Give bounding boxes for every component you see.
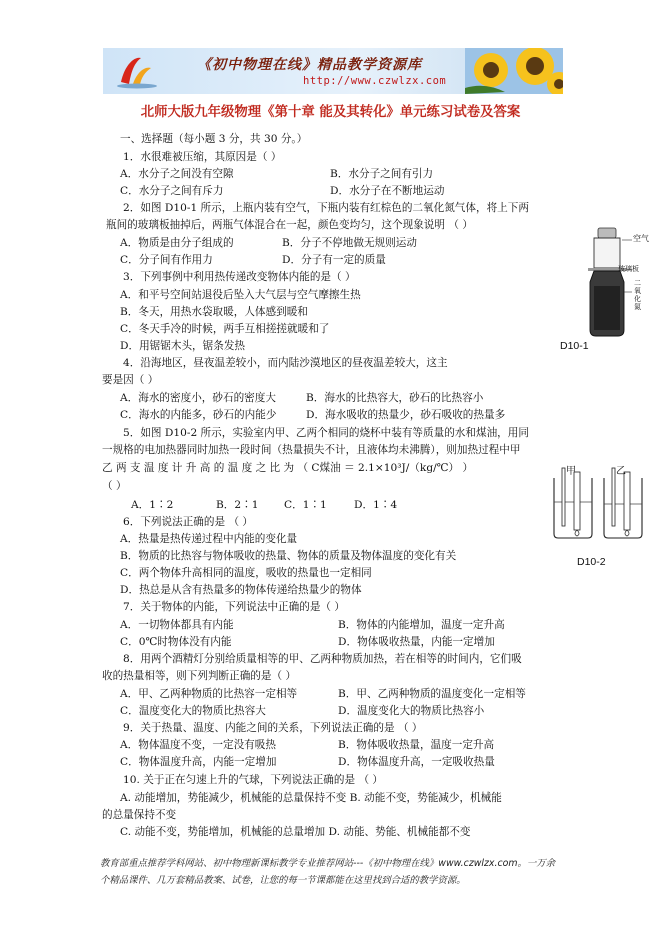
footer-line-1: 教育部重点推荐学科网站、初中物理新课标教学专业推荐网站---《初中物理在线》www.czwlzx.com。一万余 (100, 858, 555, 869)
figure-d10-2 (548, 464, 648, 540)
question-line: C．0℃时物体没有内能 (120, 636, 232, 648)
question-line: B．水分子之间有引力 (330, 168, 434, 180)
question-line: B．甲、乙两种物质的温度变化一定相等 (338, 688, 526, 700)
question-line: 4．沿海地区，昼夜温差较小，而内陆沙漠地区的昼夜温差较大，这主 (123, 357, 448, 369)
question-line: （ ） (102, 480, 127, 492)
question-line: C．温度变化大的物质比热容大 (120, 705, 266, 717)
question-line: D．水分子在不断地运动 (330, 185, 445, 197)
question-line: 要是因（ ） (102, 374, 159, 386)
question-line: B．物质的比热容与物体吸收的热量、物体的质量及物体温度的变化有关 (120, 550, 457, 562)
question-line: A．热量是热传递过程中内能的变化量 (120, 533, 298, 545)
question-line: 1．水很难被压缩，其原因是（ ） (123, 151, 282, 163)
question-line: A. 动能增加，势能减少，机械能的总量保持不变 B. 动能不变，势能减少，机械能 (120, 792, 502, 804)
beaker-yi-icon (604, 468, 642, 538)
figure-d10-1-glass-label: 玻璃板 (618, 266, 639, 273)
question-line: A．物体温度不变，一定没有吸热 (120, 739, 276, 751)
figure-d10-2-yi-label: 乙 (616, 466, 626, 477)
question-line: A．海水的密度小，砂石的密度大 (120, 392, 276, 404)
question-line: A．物质是由分子组成的 (120, 237, 234, 249)
question-line: A．水分子之间没有空隙 (120, 168, 234, 180)
question-line: 6．下列说法正确的是 （ ） (123, 516, 254, 528)
question-line: C．水分子之间有斥力 (120, 185, 224, 197)
figure-d10-1-air-label: 空气 (633, 234, 649, 243)
question-line: A．一切物体都具有内能 (120, 619, 234, 631)
figure-d10-2-label: D10-2 (577, 556, 606, 568)
question-line: 8．用两个酒精灯分别给质量相等的甲、乙两种物质加热，若在相等的时间内，它们吸 (123, 653, 522, 665)
question-line: 9．关于热量、温度、内能之间的关系，下列说法正确的是 （ ） (123, 722, 423, 734)
question-line: 3．下列事例中利用热传递改变物体内能的是（ ） (123, 271, 356, 283)
question-line: 一规格的电加热器同时加热一段时间（热量损失不计，且液体均未沸腾），则加热过程中甲 (102, 444, 521, 456)
question-line: D．热总是从含有热量多的物体传递给热量少的物体 (120, 584, 362, 596)
document-title: 北师大版九年级物理《第十章 能及其转化》单元练习试卷及答案 (140, 104, 521, 120)
question-line: D．海水吸收的热量少，砂石吸收的热量多 (306, 409, 506, 421)
question-line: B．物体吸收热量，温度一定升高 (338, 739, 495, 751)
banner-url: http://www.czwlzx.com (303, 75, 447, 87)
question-line: 10. 关于正在匀速上升的气球，下列说法正确的是 （ ） (123, 774, 384, 786)
question-line: 瓶间的玻璃板抽掉后，两瓶气体混合在一起，颜色变均匀，这个现象说明 （ ） (106, 219, 473, 231)
question-line: B．物体的内能增加，温度一定升高 (338, 619, 505, 631)
question-line: C. 动能不变，势能增加，机械能的总量增加 D. 动能、势能、机械能都不变 (120, 826, 471, 838)
question-line: C．物体温度升高，内能一定增加 (120, 756, 277, 768)
beaker-jia-icon (554, 468, 592, 538)
lower-bottle-icon (590, 271, 624, 336)
question-line: 的总量保持不变 (102, 809, 177, 821)
footer-line-2: 个精品课件、几万套精品教案、试卷，让您的每一节课都能在这里找到合适的教学资源。 (100, 875, 466, 886)
question-line: A．1∶2 (131, 499, 174, 511)
upper-bottle-icon (594, 228, 620, 268)
question-line: A．甲、乙两种物质的比热容一定相等 (120, 688, 298, 700)
figure-d10-1-label: D10-1 (560, 340, 589, 352)
question-line: B．分子不停地做无规则运动 (282, 237, 417, 249)
question-line: B．2∶1 (216, 499, 259, 511)
question-line: A．和平号空间站退役后坠入大气层与空气摩擦生热 (120, 289, 361, 301)
question-line: D．温度变化大的物质比热容小 (338, 705, 485, 717)
question-line: C．两个物体升高相同的温度，吸收的热量也一定相同 (120, 567, 372, 579)
question-line: 乙 两 支 温 度 计 升 高 的 温 度 之 比 为 （ C煤油 ＝ 2.1×10³J/（kg/℃） ） (102, 462, 474, 474)
question-line: D．物体温度升高，一定吸收热量 (338, 756, 495, 768)
logo-icon (111, 52, 163, 90)
question-line: C．冬天手冷的时候，两手互相搓搓就暖和了 (120, 323, 330, 335)
figure-d10-2-jia-label: 甲 (566, 466, 576, 477)
question-line: 收的热量相等，则下列判断正确的是（ ） (102, 670, 297, 682)
question-line: D．物体吸收热量，内能一定增加 (338, 636, 495, 648)
question-line: C．海水的内能多，砂石的内能少 (120, 409, 277, 421)
question-line: 5．如图 D10-2 所示，实验室内甲、乙两个相同的烧杯中装有等质量的水和煤油，用同 (123, 427, 529, 439)
question-line: B．海水的比热容大，砂石的比热容小 (306, 392, 484, 404)
header-banner (103, 48, 563, 94)
banner-title: 《初中物理在线》精品教学资源库 (197, 57, 422, 73)
question-line: D．用锯锯木头，锯条发热 (120, 340, 246, 352)
sunflower-icon (465, 48, 563, 94)
question-line: 2．如图 D10-1 所示，上瓶内装有空气，下瓶内装有红棕色的二氧化氮气体，将上下两 (123, 202, 529, 214)
question-line: C．分子间有作用力 (120, 254, 213, 266)
question-line: B．冬天，用热水袋取暖，人体感到暖和 (120, 306, 308, 318)
question-line: 7．关于物体的内能，下列说法中正确的是（ ） (123, 601, 345, 613)
question-line: D．分子有一定的质量 (282, 254, 386, 266)
figure-d10-1-gas-label: 二氧化氮 (634, 280, 641, 311)
question-line: D．1∶4 (354, 499, 398, 511)
page-footer (100, 855, 562, 889)
question-line: C．1∶1 (284, 499, 327, 511)
question-line: 一、选择题（每小题 3 分，共 30 分。） (120, 133, 308, 145)
